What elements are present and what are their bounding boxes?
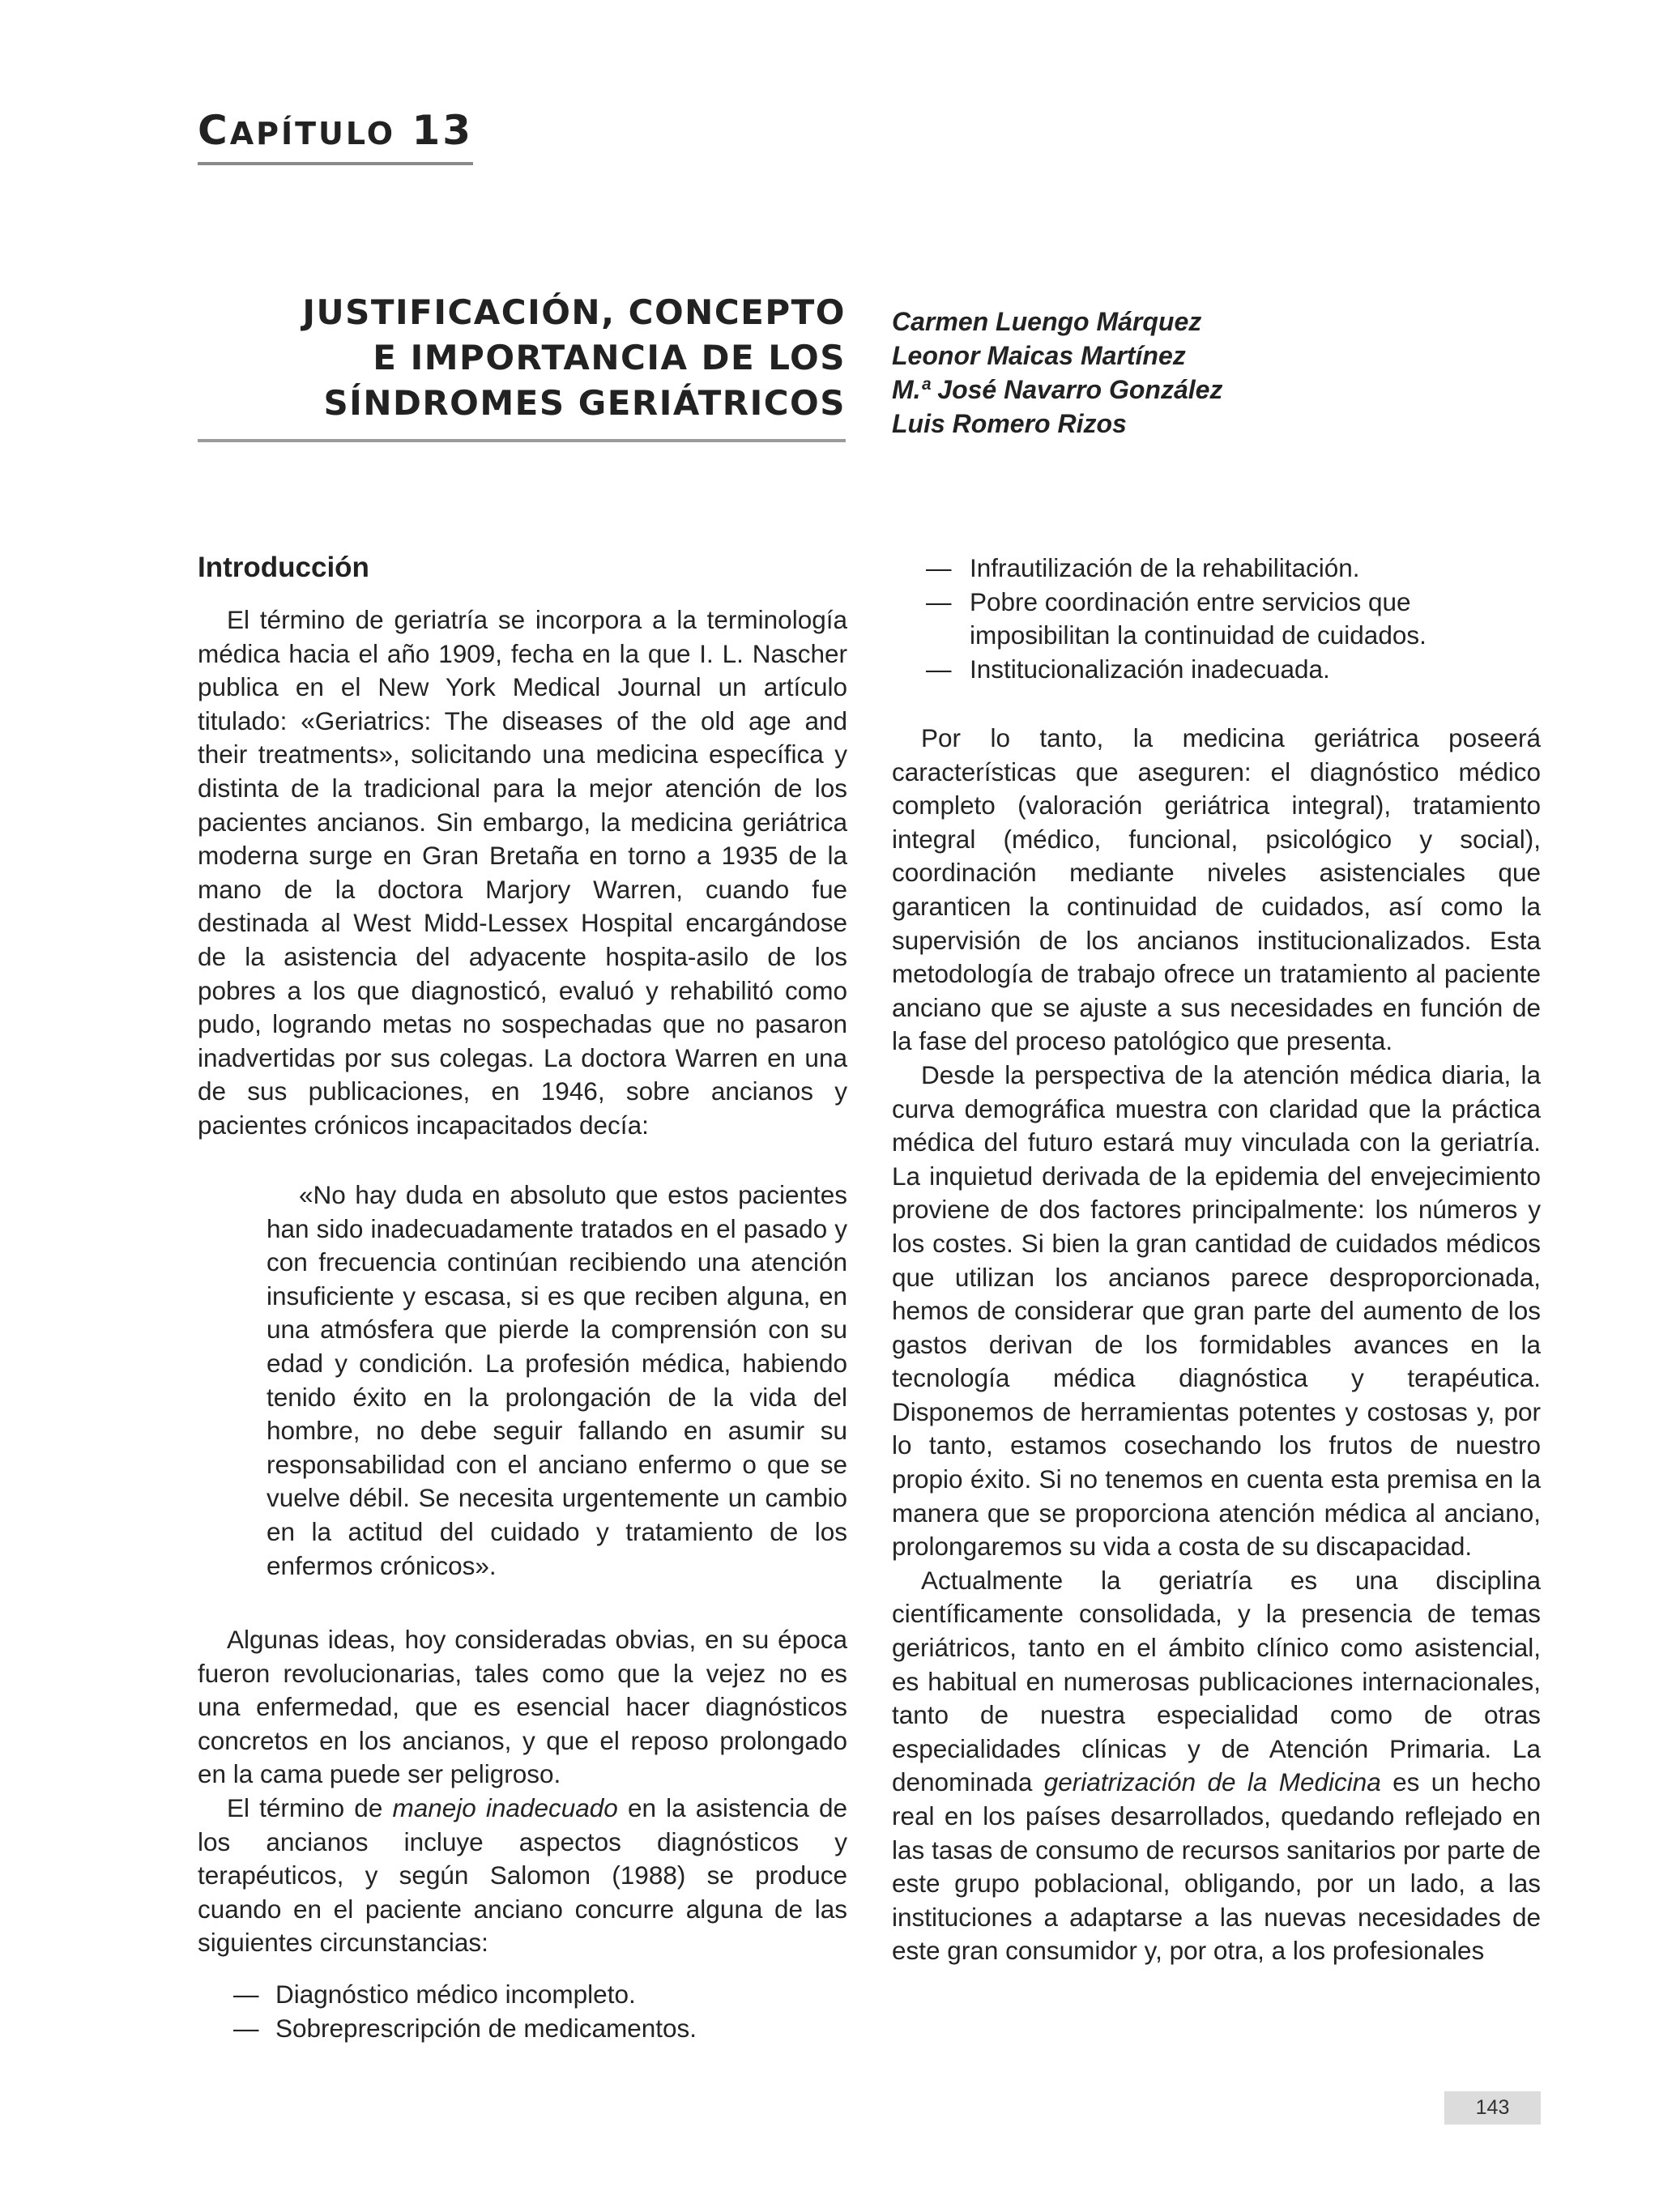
text-run: es un hecho real en los países desarrollados, quedando reflejado en las tasas de consumo de recursos sanitarios por parte de este grupo poblacional, obligando, por un lado, a las instituciones a adaptarse a las nuevas necesidades de este gran consumidor y, por otra, a los profesionales bbox=[892, 1767, 1542, 1966]
dash-bullet: — bbox=[233, 2013, 259, 2043]
paragraph-manejo bbox=[198, 1792, 847, 1960]
section-heading: Introducción bbox=[198, 552, 369, 583]
page-number: 143 bbox=[1444, 2091, 1541, 2125]
author-name: Carmen Luengo Márquez bbox=[892, 307, 1202, 336]
intro-paragraph-block bbox=[198, 603, 847, 1143]
author-name: M.ª José Navarro González bbox=[892, 375, 1223, 404]
paragraph-ideas: Algunas ideas, hoy consideradas obvias, en su época fueron revolucionarias, tales como que la vejez no es una enfermedad, que es esencial hacer diagnósticos concretos en los ancianos, y que el reposo prolongado en la cama puede ser peligroso. bbox=[198, 1625, 847, 1789]
list-item bbox=[198, 1978, 847, 2012]
emphasis-term: geriatrización de la Medicina bbox=[1043, 1767, 1381, 1797]
chapter-title bbox=[198, 290, 846, 442]
chapter-prefix-rest: APÍTULO bbox=[229, 116, 396, 151]
list-item-text: Infrautilización de la rehabilitación. bbox=[970, 553, 1360, 582]
list-item bbox=[198, 2012, 847, 2046]
paragraph-block bbox=[892, 722, 1541, 1968]
paragraph-actualmente bbox=[892, 1564, 1541, 1968]
list-block bbox=[198, 1978, 847, 2045]
emphasis-term: manejo inadecuado bbox=[392, 1792, 618, 1822]
list-item bbox=[892, 586, 1541, 653]
dash-bullet: — bbox=[926, 553, 952, 582]
intro-paragraph: El término de geriatría se incorpora a la terminología médica hacia el año 1909, fecha en la que I. L. Nascher publica en el New York Medical Journal un artículo titulado: «Geriatrics: The diseases of the old age and their treatments», solicitando una medicina específica y distinta de la tradicional para la mejor atención de los pacientes ancianos. Sin embargo, la medicina geriátrica moderna surge en Gran Bretaña en torno a 1935 de la mano de la doctora Marjory Warren, cuando fue destinada al West Midd-Lessex Hospital encargándose de la asistencia del adyacente hospita-asilo de los pobres a los que diagnosticó, evaluó y rehabilitó como pudo, logrando metas no sospechadas que no pasaron inadvertidas por sus colegas. La doctora Warren en una de sus publicaciones, en 1946, sobre ancianos y pacientes crónicos incapacitados decía: bbox=[198, 605, 847, 1140]
text-run: Actualmente la geriatría es una disciplina científicamente consolidada, y la presencia de temas geriátricos, tanto en el ámbito clínico como asistencial, es habitual en numerosas publicaciones internacionales, tanto de nuestra especialidad como de otras especialidades clínicas y de Atención Primaria. La denominada bbox=[892, 1565, 1541, 1797]
list-item-text: Sobreprescripción de medicamentos. bbox=[275, 2013, 697, 2043]
dash-bullet: — bbox=[926, 654, 952, 684]
list-item bbox=[892, 653, 1541, 687]
quotation-block bbox=[267, 1178, 847, 1583]
list-block bbox=[892, 552, 1541, 686]
chapter-prefix-initial: C bbox=[198, 107, 230, 154]
quotation-text: «No hay duda en absoluto que estos pacientes han sido inadecuadamente tratados en el pasado y con frecuencia continúan recibiendo una atención insuficiente y escasa, si es que reciben alguna, en una atmósfera que pierde la comprensión con su edad y condición. La profesión médica, habiendo tenido éxito en la prolongación de la vida del hombre, no debe seguir fallando en asumir su responsabilidad con el anciano enfermo o que se vuelve débil. Se necesita urgentemente un cambio en la actitud del cuidado y tratamiento de los enfermos crónicos». bbox=[267, 1180, 847, 1580]
circumstances-list bbox=[198, 1978, 847, 2045]
list-item-text: Diagnóstico médico incompleto. bbox=[275, 1980, 636, 2009]
author-name: Luis Romero Rizos bbox=[892, 409, 1127, 438]
chapter-heading bbox=[198, 107, 473, 165]
title-line: JUSTIFICACIÓN, CONCEPTO bbox=[302, 292, 846, 332]
author-name: Leonor Maicas Martínez bbox=[892, 341, 1186, 370]
circumstances-list-continued bbox=[892, 552, 1541, 686]
dash-bullet: — bbox=[233, 1980, 259, 2009]
dash-bullet: — bbox=[926, 586, 952, 616]
text-run: en la asistencia de los ancianos incluye aspectos diagnósticos y terapéuticos, y según Salomon (1988) se produce cuando en el paciente anciano concurre alguna de las siguientes circunstancias: bbox=[198, 1792, 847, 1958]
text-run: El término de bbox=[227, 1792, 393, 1822]
title-line: SÍNDROMES GERIÁTRICOS bbox=[323, 383, 846, 423]
list-item bbox=[892, 552, 1541, 586]
paragraph-medicina-geriatrica: Por lo tanto, la medicina geriátrica poseerá características que aseguren: el diagnóstico médico completo (valoración geriátrica integral), tratamiento integral (médico, funcional, psicológico y social), coordinación mediante niveles asistenciales que garanticen la continuidad de cuidados, así como la supervisión de los ancianos institucionalizados. Esta metodología de trabajo ofrece un tratamiento al paciente anciano que se ajuste a sus necesidades en función de la fase del proceso patológico que presenta. bbox=[892, 723, 1541, 1056]
paragraph-perspectiva: Desde la perspectiva de la atención médica diaria, la curva demográfica muestra con claridad que la práctica médica del futuro estará muy vinculada con la geriatría. La inquietud derivada de la epidemia del envejecimiento proviene de dos factores principalmente: los números y los costes. Si bien la gran cantidad de cuidados médicos que utilizan los ancianos parece desproporcionada, hemos de considerar que gran parte del aumento de los gastos derivan de los formidables avances en la tecnología médica diagnóstica y terapéutica. Disponemos de herramientas potentes y costosas y, por lo tanto, estamos cosechando los frutos de nuestro propio éxito. Si no tenemos en cuenta esta premisa en la manera que se proporciona atención médica al anciano, prolongaremos su vida a costa de su discapacidad. bbox=[892, 1059, 1541, 1562]
chapter-number: 13 bbox=[412, 107, 474, 154]
title-line: E IMPORTANCIA DE LOS bbox=[373, 338, 846, 377]
paragraph-block bbox=[198, 1623, 847, 1960]
author-list bbox=[892, 305, 1222, 441]
list-item-text: Pobre coordinación entre servicios que imposibilitan la continuidad de cuidados. bbox=[970, 586, 1427, 650]
list-item-text: Institucionalización inadecuada. bbox=[970, 654, 1330, 684]
